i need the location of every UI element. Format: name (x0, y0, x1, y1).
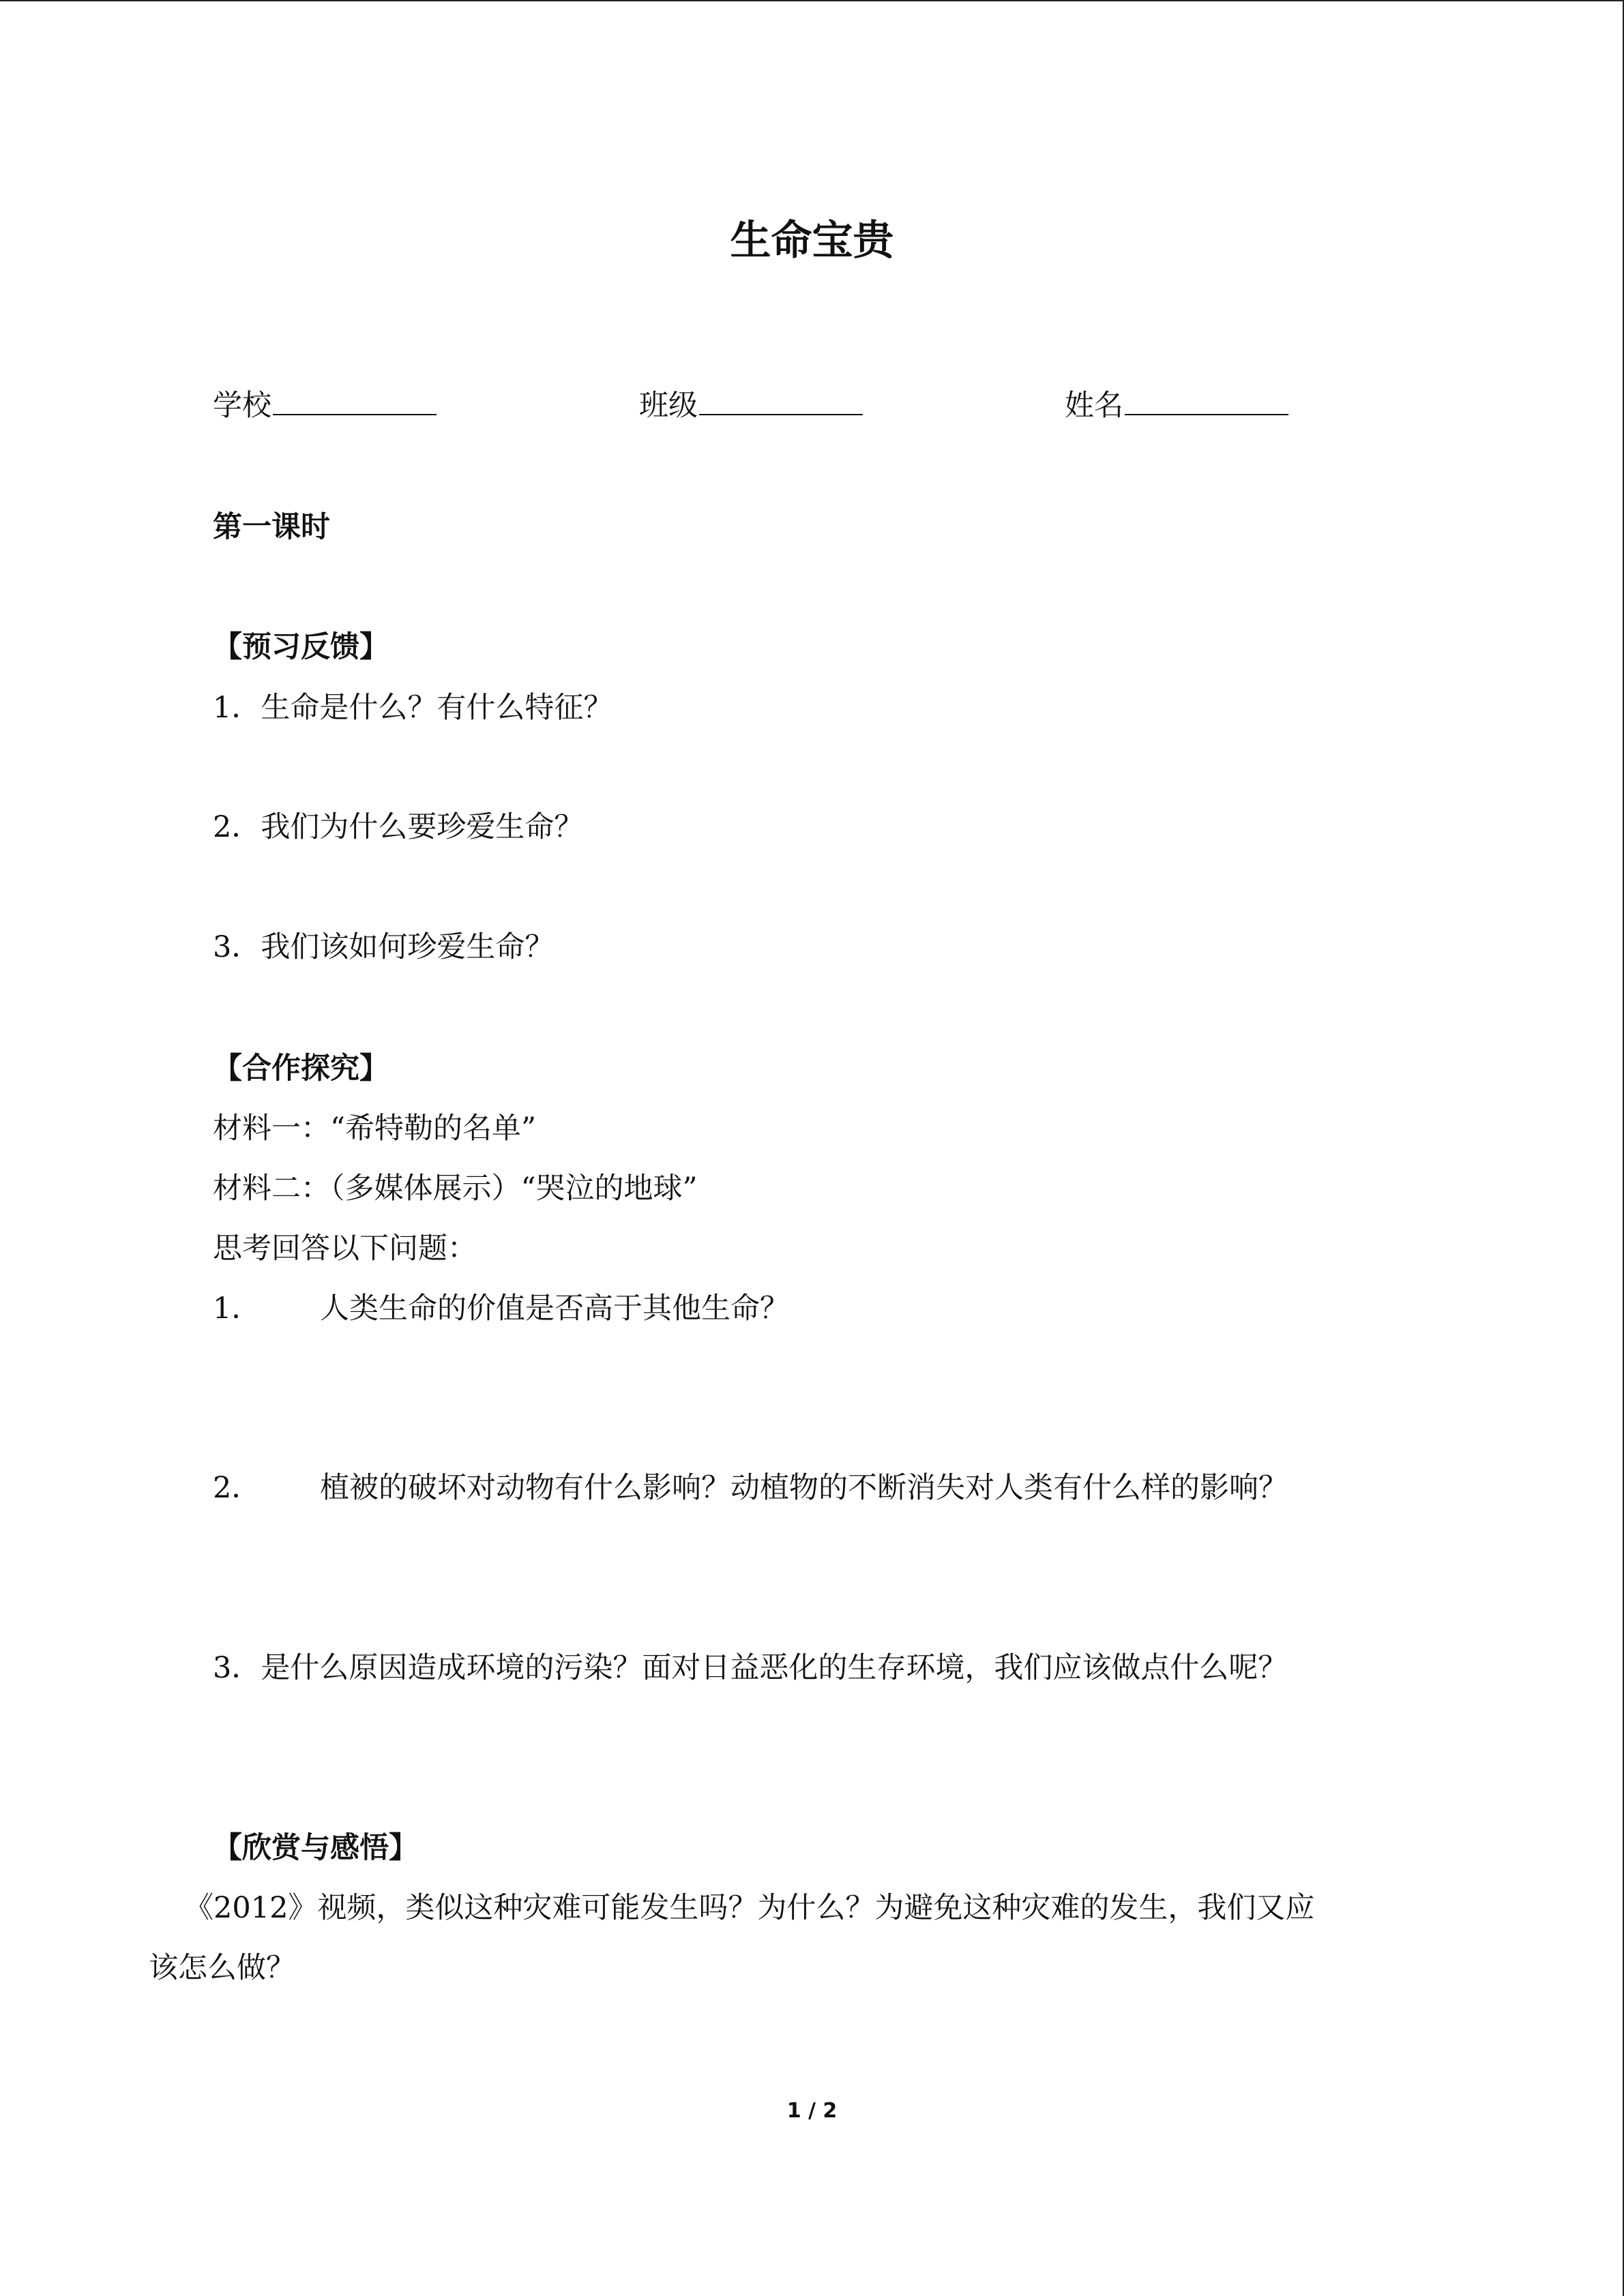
preview-question: 2．我们为什么要珍爱生命？ (213, 810, 584, 844)
name-blank (1125, 389, 1288, 415)
school-field (213, 389, 437, 424)
lesson-label: 第一课时 (213, 510, 330, 544)
preview-question: 1．生命是什么？有什么特征？ (213, 691, 613, 725)
cooperation-heading: 【合作探究】 (213, 1052, 389, 1086)
school-blank (273, 389, 437, 415)
question-number: 2． (213, 1471, 261, 1505)
document-title: 生命宝贵 (730, 217, 894, 265)
preview-heading: 【预习反馈】 (213, 630, 389, 664)
page-number: 1 / 2 (786, 2099, 838, 2123)
appreciation-paragraph-line: 该怎么做？ (149, 1951, 295, 1985)
preview-question: 3．我们该如何珍爱生命？ (213, 930, 555, 964)
school-label: 学校 (213, 389, 271, 423)
discussion-prompt: 思考回答以下问题： (213, 1232, 477, 1266)
page-border-top (0, 0, 1624, 1)
class-label: 班级 (639, 389, 698, 423)
cooperation-question (213, 1471, 1288, 1506)
name-label: 姓名 (1065, 389, 1123, 423)
cooperation-question: 3．是什么原因造成环境的污染？面对日益恶化的生存环境，我们应该做点什么呢？ (213, 1651, 1288, 1685)
class-field (639, 389, 863, 424)
question-number: 1． (213, 1292, 261, 1326)
question-text: 人类生命的价值是否高于其他生命？ (320, 1292, 789, 1326)
appreciation-heading: 【欣赏与感悟】 (213, 1831, 418, 1865)
appreciation-paragraph-line: 《2012》视频，类似这种灾难可能发生吗？为什么？为避免这种灾难的发生，我们又应 (184, 1891, 1315, 1925)
cooperation-question (213, 1292, 789, 1327)
material-line: 材料二：（多媒体展示）“哭泣的地球” (213, 1172, 698, 1206)
material-line: 材料一：“希特勒的名单” (213, 1112, 536, 1146)
name-field (1065, 389, 1288, 424)
class-blank (699, 389, 863, 415)
question-text: 植被的破坏对动物有什么影响？动植物的不断消失对人类有什么样的影响？ (320, 1471, 1288, 1505)
